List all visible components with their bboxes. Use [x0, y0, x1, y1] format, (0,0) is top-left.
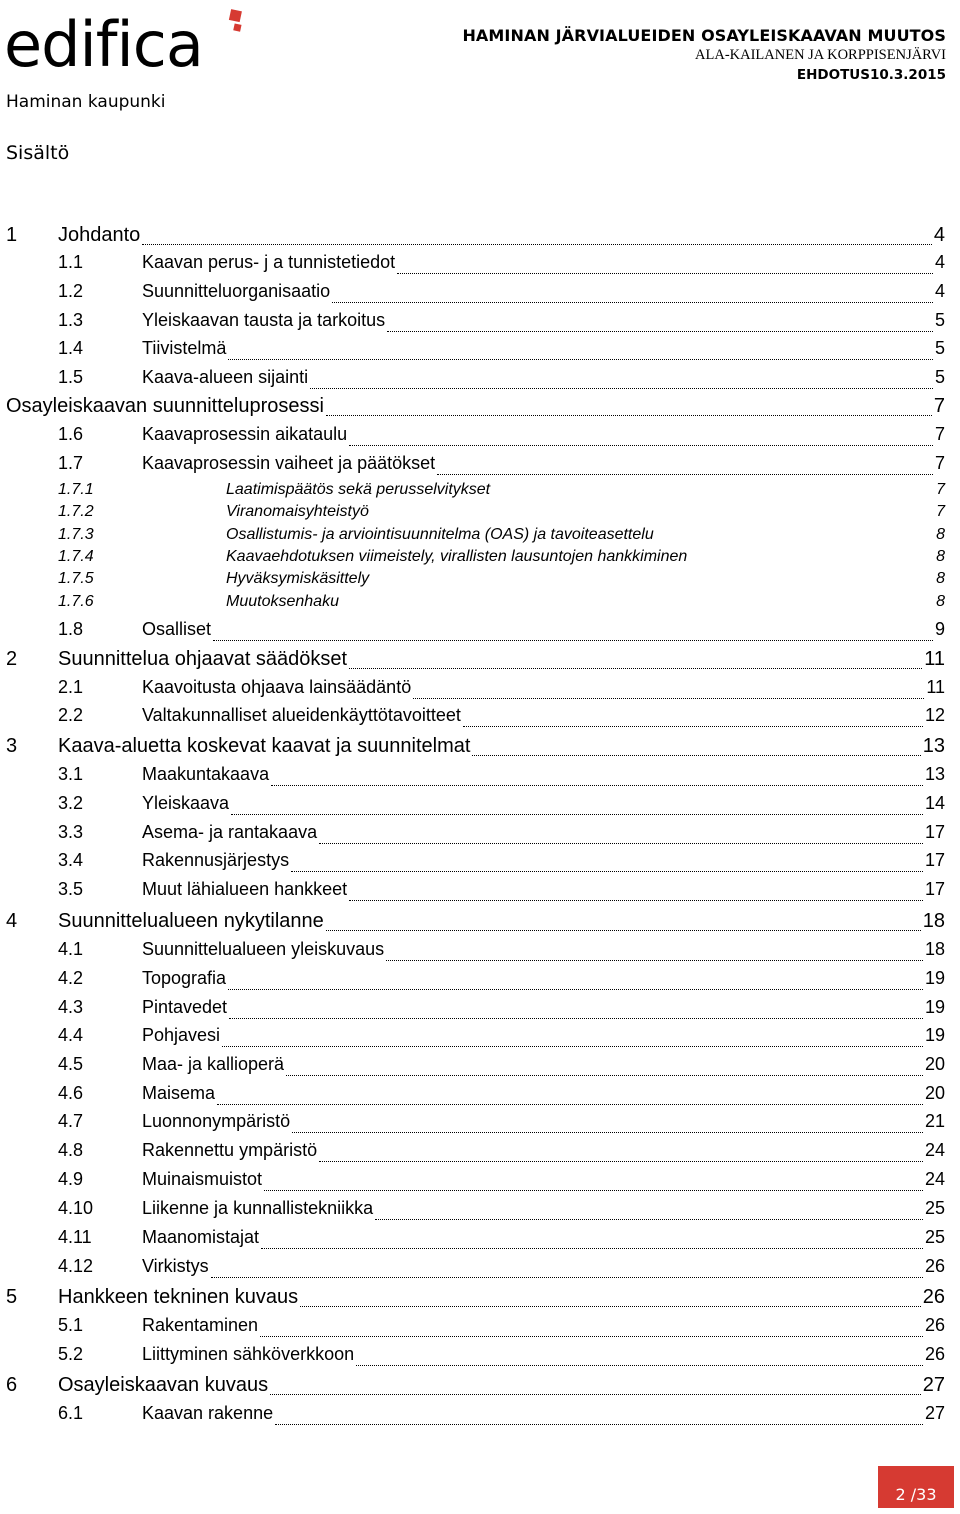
toc-entry[interactable]	[0, 1140, 945, 1168]
toc-entry[interactable]	[0, 764, 945, 792]
toc-entry-page: 27	[922, 1374, 945, 1396]
document-title: HAMINAN JÄRVIALUEIDEN OSAYLEISKAAVAN MUUTOS	[462, 26, 946, 45]
toc-entry-number: 1.4	[58, 338, 84, 358]
toc-entry-title: Laatimispäätös sekä perusselvitykset	[226, 481, 491, 498]
organization-name: Haminan kaupunki	[6, 92, 166, 112]
toc-entry-page: 14	[924, 793, 945, 813]
toc-entry-title: Virkistys	[142, 1256, 209, 1276]
toc-entry[interactable]	[0, 1083, 945, 1111]
toc-leader-dots	[270, 1394, 921, 1395]
toc-leader-dots	[397, 273, 933, 274]
toc-entry-number: 5	[6, 1286, 18, 1308]
toc-entry-page: 18	[922, 910, 945, 932]
page-indicator: 2 /33	[878, 1466, 954, 1508]
toc-entry-number: 2.1	[58, 677, 84, 697]
toc-leader-dots	[387, 331, 933, 332]
toc-entry[interactable]	[0, 705, 945, 733]
toc-leader-dots	[326, 930, 921, 931]
toc-entry-number: 1.3	[58, 310, 84, 330]
toc-leader-dots	[356, 1365, 923, 1366]
toc-leader-dots	[310, 388, 933, 389]
toc-entry[interactable]	[0, 310, 945, 338]
toc-entry[interactable]	[0, 224, 945, 252]
toc-entry-number: 3.1	[58, 764, 84, 784]
toc-entry-title: Johdanto	[58, 224, 141, 246]
toc-entry-page: 11	[924, 648, 945, 670]
toc-entry[interactable]	[0, 281, 945, 309]
draft-date: EHDOTUS10.3.2015	[796, 67, 946, 83]
toc-entry-title: Pintavedet	[142, 997, 228, 1017]
toc-entry[interactable]	[0, 1286, 945, 1314]
toc-leader-dots	[332, 302, 933, 303]
toc-entry-number: 3	[6, 735, 18, 757]
toc-entry-title: Maisema	[142, 1083, 216, 1103]
toc-entry[interactable]	[0, 677, 945, 705]
toc-entry-number: 1.7.1	[58, 481, 94, 498]
toc-entry[interactable]	[0, 997, 945, 1025]
toc-entry-number: 1.7.2	[58, 503, 94, 520]
toc-leader-dots	[264, 1190, 923, 1191]
toc-entry-title: Suunnittelualueen yleiskuvaus	[142, 939, 385, 959]
toc-leader-dots	[349, 668, 922, 669]
toc-leader-dots	[375, 1219, 923, 1220]
toc-entry-number: 4	[6, 910, 18, 932]
toc-entry[interactable]	[0, 395, 945, 423]
toc-entry-page: 8	[936, 570, 945, 587]
toc-entry[interactable]	[0, 619, 945, 647]
toc-entry[interactable]	[0, 481, 945, 503]
toc-leader-dots	[286, 1075, 923, 1076]
toc-leader-dots	[228, 359, 933, 360]
toc-entry[interactable]	[0, 1169, 945, 1197]
document-header	[462, 26, 946, 83]
toc-leader-dots	[229, 1018, 923, 1019]
toc-entry-number: 1.7	[58, 453, 84, 473]
toc-entry-page: 20	[924, 1054, 945, 1074]
toc-leader-dots	[319, 1161, 923, 1162]
toc-entry-title: Liikenne ja kunnallistekniikka	[142, 1198, 374, 1218]
toc-entry[interactable]	[0, 648, 945, 676]
toc-entry-number: 4.1	[58, 939, 84, 959]
toc-entry-number: 2.2	[58, 705, 84, 725]
toc-entry-number: 6.1	[58, 1403, 84, 1423]
edifica-logo	[4, 4, 254, 74]
toc-leader-dots	[300, 1306, 921, 1307]
toc-entry[interactable]	[0, 570, 945, 592]
toc-entry-page: 25	[924, 1227, 945, 1247]
toc-entry-title: Kaavan rakenne	[142, 1403, 274, 1423]
document-subtitle: ALA-KAILANEN JA KORPPISENJÄRVI	[695, 47, 946, 63]
toc-leader-dots	[291, 871, 923, 872]
toc-entry[interactable]	[0, 338, 945, 366]
toc-entry-title: Suunnitteluorganisaatio	[142, 281, 331, 301]
toc-entry-page: 26	[924, 1256, 945, 1276]
toc-entry-title: Kaava-alueen sijainti	[142, 367, 309, 387]
toc-entry[interactable]	[0, 252, 945, 280]
toc-entry[interactable]	[0, 1374, 945, 1402]
toc-entry-title: Osayleiskaavan suunnitteluprosessi	[6, 395, 324, 417]
toc-entry-title: Valtakunnalliset alueidenkäyttötavoitteet	[142, 705, 461, 725]
toc-entry-page: 9	[934, 619, 945, 639]
toc-entry-title: Yleiskaavan tausta ja tarkoitus	[142, 310, 386, 330]
toc-entry-title: Kaava-aluetta koskevat kaavat ja suunnitelmat	[58, 735, 471, 757]
toc-entry[interactable]	[0, 1111, 945, 1139]
toc-entry-page: 8	[936, 548, 945, 565]
toc-entry[interactable]	[0, 503, 945, 525]
toc-entry-number: 3.5	[58, 879, 84, 899]
toc-entry[interactable]	[0, 526, 945, 548]
toc-leader-dots	[319, 843, 923, 844]
toc-entry[interactable]	[0, 1344, 945, 1372]
toc-entry-number: 1.7.5	[58, 570, 94, 587]
toc-entry[interactable]	[0, 1227, 945, 1255]
toc-entry-title: Osayleiskaavan kuvaus	[58, 1374, 269, 1396]
toc-leader-dots	[437, 474, 933, 475]
toc-entry-title: Osalliset	[142, 619, 212, 639]
toc-entry-page: 5	[934, 310, 945, 330]
toc-entry-title: Kaavan perus- j a tunnistetiedot	[142, 252, 396, 272]
logo-accent-mark	[229, 9, 242, 22]
logo-accent-dot	[233, 23, 241, 31]
toc-entry-title: Maanomistajat	[142, 1227, 260, 1247]
toc-entry-number: 3.2	[58, 793, 84, 813]
toc-entry-page: 24	[924, 1169, 945, 1189]
toc-entry-number: 1.5	[58, 367, 84, 387]
toc-leader-dots	[217, 1104, 923, 1105]
toc-entry[interactable]	[0, 1315, 945, 1343]
toc-entry-number: 4.6	[58, 1083, 84, 1103]
toc-entry-number: 1.1	[58, 252, 84, 272]
toc-entry-number: 2	[6, 648, 18, 670]
toc-entry-title: Kaavaprosessin vaiheet ja päätökset	[142, 453, 436, 473]
toc-entry-page: 8	[936, 593, 945, 610]
toc-entry-title: Yleiskaava	[142, 793, 230, 813]
toc-entry-title: Maa- ja kallioperä	[142, 1054, 285, 1074]
toc-leader-dots	[326, 415, 932, 416]
toc-leader-dots	[211, 1277, 923, 1278]
toc-entry-title: Kaavaprosessin aikataulu	[142, 424, 348, 444]
toc-entry-number: 1	[6, 224, 18, 246]
toc-entry-title: Rakennettu ympäristö	[142, 1140, 318, 1160]
toc-entry-title: Hyväksymiskäsittely	[226, 570, 370, 587]
toc-entry-page: 12	[924, 705, 945, 725]
toc-entry[interactable]	[0, 593, 945, 615]
toc-entry-title: Liittyminen sähköverkkoon	[142, 1344, 355, 1364]
toc-entry-number: 1.7.3	[58, 526, 94, 543]
toc-entry[interactable]	[0, 1025, 945, 1053]
toc-entry-number: 4.7	[58, 1111, 84, 1131]
toc-entry[interactable]	[0, 1256, 945, 1284]
toc-entry-title: Topografia	[142, 968, 227, 988]
toc-entry-page: 19	[924, 997, 945, 1017]
toc-leader-dots	[260, 1336, 923, 1337]
toc-leader-dots	[228, 989, 923, 990]
toc-entry-page: 27	[924, 1403, 945, 1423]
toc-entry-number: 6	[6, 1374, 18, 1396]
toc-entry-number: 1.6	[58, 424, 84, 444]
toc-entry-title: Suunnittelua ohjaavat säädökset	[58, 648, 348, 670]
toc-entry-title: Suunnittelualueen nykytilanne	[58, 910, 324, 932]
toc-entry[interactable]	[0, 968, 945, 996]
toc-entry-number: 1.2	[58, 281, 84, 301]
toc-entry-page: 26	[924, 1344, 945, 1364]
toc-entry-number: 4.5	[58, 1054, 84, 1074]
toc-entry-page: 8	[936, 526, 945, 543]
toc-entry-title: Hankkeen tekninen kuvaus	[58, 1286, 299, 1308]
toc-entry-page: 4	[934, 281, 945, 301]
toc-entry-page: 5	[934, 367, 945, 387]
toc-entry-number: 4.10	[58, 1198, 94, 1218]
toc-entry-page: 7	[933, 395, 945, 417]
toc-entry[interactable]	[0, 822, 945, 850]
toc-entry-number: 4.12	[58, 1256, 94, 1276]
toc-entry-title: Luonnonympäristö	[142, 1111, 291, 1131]
toc-entry-page: 17	[924, 879, 945, 899]
toc-entry-number: 5.2	[58, 1344, 84, 1364]
toc-entry-number: 4.3	[58, 997, 84, 1017]
toc-entry-title: Rakennusjärjestys	[142, 850, 290, 870]
toc-leader-dots	[472, 755, 920, 756]
toc-leader-dots	[292, 1132, 923, 1133]
toc-entry-title: Viranomaisyhteistyö	[226, 503, 369, 520]
toc-leader-dots	[386, 960, 923, 961]
toc-entry-number: 3.4	[58, 850, 84, 870]
toc-entry-number: 1.7.6	[58, 593, 94, 610]
toc-entry-number: 4.9	[58, 1169, 84, 1189]
toc-entry-page: 20	[924, 1083, 945, 1103]
toc-entry-title: Osallistumis- ja arviointisuunnitelma (OAS) ja tavoiteasettelu	[226, 526, 654, 543]
toc-entry-page: 5	[934, 338, 945, 358]
toc-entry-title: Muut lähialueen hankkeet	[142, 879, 348, 899]
toc-entry-page: 7	[936, 503, 945, 520]
toc-leader-dots	[349, 445, 933, 446]
toc-entry[interactable]	[0, 367, 945, 395]
toc-entry-page: 4	[933, 224, 945, 246]
toc-entry-page: 7	[936, 481, 945, 498]
toc-entry-page: 21	[924, 1111, 945, 1131]
toc-entry-title: Muutoksenhaku	[226, 593, 339, 610]
toc-leader-dots	[271, 785, 923, 786]
toc-entry-title: Kaavaehdotuksen viimeistely, virallisten lausuntojen hankkiminen	[226, 548, 688, 565]
toc-entry-title: Rakentaminen	[142, 1315, 259, 1335]
toc-leader-dots	[261, 1248, 923, 1249]
toc-entry[interactable]	[0, 424, 945, 452]
toc-entry-page: 17	[924, 850, 945, 870]
toc-entry-page: 19	[924, 1025, 945, 1045]
toc-entry-title: Muinaismuistot	[142, 1169, 263, 1189]
toc-entry-title: Tiivistelmä	[142, 338, 227, 358]
toc-entry-page: 19	[924, 968, 945, 988]
toc-entry-number: 4.4	[58, 1025, 84, 1045]
toc-heading: Sisältö	[6, 142, 70, 164]
toc-entry-number: 4.8	[58, 1140, 84, 1160]
toc-entry-page: 13	[922, 735, 945, 757]
toc-entry-number: 4.11	[58, 1227, 92, 1247]
toc-entry[interactable]	[0, 453, 945, 481]
toc-entry-title: Maakuntakaava	[142, 764, 270, 784]
toc-entry-page: 25	[924, 1198, 945, 1218]
toc-leader-dots	[413, 698, 924, 699]
toc-entry-page: 7	[934, 453, 945, 473]
toc-entry[interactable]	[0, 793, 945, 821]
toc-entry[interactable]	[0, 850, 945, 878]
toc-leader-dots	[231, 814, 923, 815]
toc-entry[interactable]	[0, 910, 945, 938]
toc-entry-number: 3.3	[58, 822, 84, 842]
toc-entry-page: 7	[934, 424, 945, 444]
toc-leader-dots	[142, 244, 932, 245]
toc-leader-dots	[463, 726, 923, 727]
toc-leader-dots	[213, 640, 933, 641]
toc-entry-title: Asema- ja rantakaava	[142, 822, 318, 842]
toc-entry-number: 1.8	[58, 619, 84, 639]
toc-leader-dots	[349, 900, 923, 901]
toc-entry-number: 5.1	[58, 1315, 84, 1335]
toc-entry[interactable]	[0, 1054, 945, 1082]
toc-entry-page: 17	[924, 822, 945, 842]
toc-leader-dots	[222, 1046, 923, 1047]
toc-entry-page: 26	[922, 1286, 945, 1308]
toc-entry[interactable]	[0, 735, 945, 763]
toc-entry[interactable]	[0, 939, 945, 967]
toc-entry-page: 18	[924, 939, 945, 959]
toc-entry[interactable]	[0, 1403, 945, 1431]
toc-entry-page: 4	[934, 252, 945, 272]
toc-entry-page: 24	[924, 1140, 945, 1160]
toc-entry-title: Kaavoitusta ohjaava lainsäädäntö	[142, 677, 412, 697]
toc-entry-number: 1.7.4	[58, 548, 94, 565]
toc-entry[interactable]	[0, 548, 945, 570]
toc-leader-dots	[275, 1424, 923, 1425]
toc-entry-page: 11	[926, 677, 945, 697]
toc-entry-page: 13	[924, 764, 945, 784]
logo-wordmark: edifica	[4, 8, 203, 74]
toc-entry-number: 4.2	[58, 968, 84, 988]
toc-entry[interactable]	[0, 1198, 945, 1226]
toc-entry-title: Pohjavesi	[142, 1025, 221, 1045]
toc-entry[interactable]	[0, 879, 945, 907]
toc-entry-page: 26	[924, 1315, 945, 1335]
